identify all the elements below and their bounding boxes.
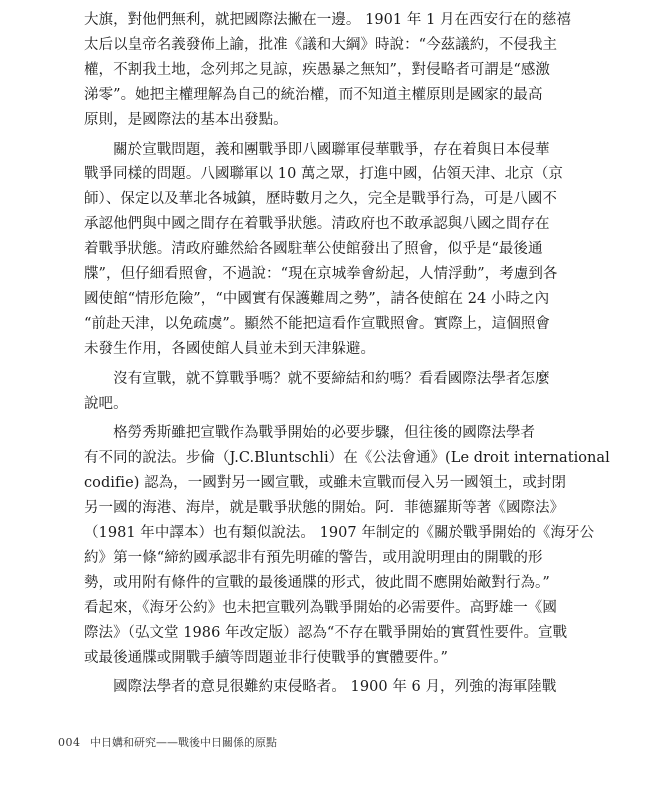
- text-line: 着戰爭狀態。清政府雖然給各國駐華公使館發出了照會，似乎是“最後通: [84, 241, 543, 258]
- text-line: 涕零”。她把主權理解為自己的統治權，而不知道主權原則是國家的最高: [84, 86, 543, 103]
- text-line: 牒”，但仔細看照會，不過說：“現在京城拳會紛起，人情浮動”，考慮到各: [84, 266, 558, 282]
- text-line: 未發生作用，各國使館人員並未到天津躲避。: [84, 340, 375, 357]
- text-line: 國際法學者的意見很難約束侵略者。 1900 年 6 月，列強的海軍陸戰: [84, 679, 557, 696]
- text-line: 約》第一條“締約國承認非有預先明確的警告，或用說明理由的開戰的形: [84, 549, 543, 566]
- text-line: （1981 年中譯本）也有類似說法。 1907 年制定的《關於戰爭開始的《海牙公: [84, 525, 595, 541]
- text-line: 或最後通牒或開戰手續等問題並非行使戰爭的實體要件。”: [84, 649, 448, 666]
- text-line: “前赴天津，以免疏虞”。顯然不能把這看作宣戰照會。實際上，這個照會: [84, 315, 550, 332]
- text-line: 國使館“情形危險”，“中國實有保護難周之勢”，請各使館在 24 小時之內: [84, 290, 550, 307]
- text-line: 看起來，《海牙公約》也未把宣戰列為戰爭開始的必需要件。高野雄一《國: [84, 599, 557, 616]
- text-line: 大旗，對他們無利，就把國際法撇在一邊。 1901 年 1 月在西安行在的慈禧: [84, 12, 571, 28]
- text-line: 原則，是國際法的基本出發點。: [84, 111, 288, 128]
- text-line: 沒有宣戰，就不算戰爭嗎？就不要締結和約嗎？看看國際法學者怎麼: [84, 370, 550, 387]
- text-line: 另一國的海港、海岸，就是戰爭狀態的開始。阿．菲德羅斯等著《國際法》: [84, 500, 565, 517]
- text-line: 太后以皇帝名義發佈上諭，批准《議和大綱》時說：“今茲議約，不侵我主: [84, 36, 558, 53]
- text-line: 說吧。: [84, 395, 128, 412]
- text-line: 有不同的說法。步倫（J.C.Bluntschli）在《公法會通》(Le droit international: [84, 450, 610, 467]
- text-line: 關於宣戰問題，義和團戰爭即八國聯軍侵華戰爭，存在着與日本侵華: [84, 141, 550, 158]
- running-title: 中日媾和研究——戰後中日關係的原點: [90, 736, 277, 749]
- text-line: 格勞秀斯雖把宣戰作為戰爭開始的必要步驟，但往後的國際法學者: [84, 425, 536, 442]
- text-line: 承認他們與中國之間存在着戰爭狀態。清政府也不敢承認與八國之間存在: [84, 216, 550, 233]
- text-line: 師）、保定以及華北各城鎮，歷時數月之久，完全是戰爭行為，可是八國不: [84, 191, 557, 208]
- text-line: 勢，或用附有條件的宣戰的最後通牒的形式，彼此間不應開始敵對行為。”: [84, 574, 550, 591]
- page-footer: [58, 736, 645, 750]
- page-number: 004: [58, 736, 81, 749]
- text-line: 權，不割我土地，念列邦之見諒，疾愚暴之無知”，對侵略者可謂是“感激: [84, 61, 550, 78]
- text-line: codifie) 認為，一國對另一國宣戰，或雖未宣戰而侵入另一國領土，或封閉: [84, 475, 567, 492]
- text-line: 際法》（弘文堂 1986 年改定版）認為“不存在戰爭開始的實質性要件。宣戰: [84, 624, 568, 641]
- text-line: 戰爭同樣的問題。八國聯軍以 10 萬之眾，打進中國，佔領天津、北京（京: [84, 166, 563, 183]
